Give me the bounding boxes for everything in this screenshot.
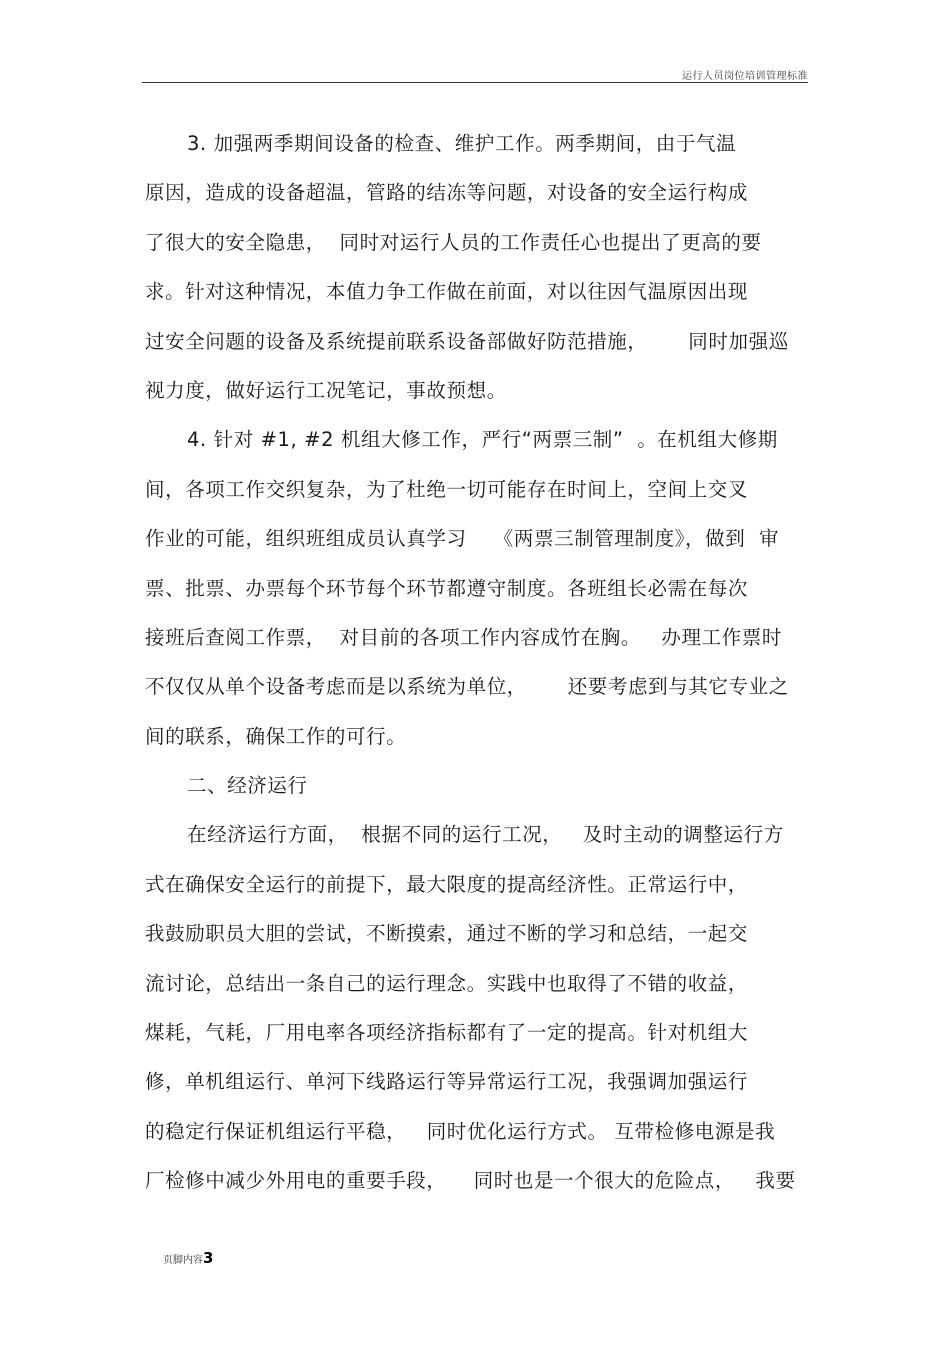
text-line: 我鼓励职员大胆的尝试，不断摸索，通过不断的学习和总结，一起交: [145, 922, 749, 946]
text-line: 不仅仅从单个设备考虑而是以系统为单位， 还要考虑到与其它专业之: [145, 675, 789, 699]
document-body: [145, 126, 810, 1213]
header-rule: [142, 82, 808, 83]
text-line: 厂检修中减少外用电的重要手段， 同时也是一个很大的危险点， 我要: [145, 1169, 796, 1193]
text-line: 的稳定行保证机组运行平稳， 同时优化运行方式。 互带检修电源是我: [145, 1119, 776, 1143]
text-line: 二、经济运行: [187, 774, 308, 798]
running-header: 运行人员岗位培训管理标准: [682, 71, 808, 82]
text-line: 作业的可能，组织班组成员认真学习 《两票三制管理制度》，做到 审: [145, 527, 780, 551]
text-line: 票、批票、办票每个环节每个环节都遵守制度。各班组长必需在每次: [145, 576, 749, 600]
footer-label: 页脚内容: [163, 1255, 203, 1266]
text-line: 煤耗，气耗，厂用电率各项经济指标都有了一定的提高。针对机组大: [145, 1021, 749, 1045]
text-line: 在经济运行方面， 根据不同的运行工况， 及时主动的调整运行方: [187, 823, 784, 847]
text-line: 间，各项工作交织复杂，为了杜绝一切可能存在时间上，空间上交叉: [145, 477, 749, 501]
text-line: 修，单机组运行、单河下线路运行等异常运行工况，我强调加强运行: [145, 1070, 749, 1094]
text-line: 视力度，做好运行工况笔记，事故预想。: [145, 378, 507, 402]
text-line: 4. 针对 #1, #2 机组大修工作，严行“两票三制” 。在机组大修期: [187, 428, 778, 452]
page-number: 3: [203, 1249, 214, 1267]
text-line: 求。针对这种情况，本值力争工作做在前面，对以往因气温原因出现: [145, 280, 749, 304]
text-line: 了很大的安全隐患， 同时对运行人员的工作责任心也提出了更高的要: [145, 230, 762, 254]
text-line: 原因，造成的设备超温，管路的结冻等问题，对设备的安全运行构成: [145, 181, 749, 205]
text-line: 过安全问题的设备及系统提前联系设备部做好防范措施， 同时加强巡: [145, 329, 789, 353]
text-line: 流讨论，总结出一条自己的运行理念。实践中也取得了不错的收益，: [145, 971, 749, 995]
page-footer: [163, 1249, 213, 1267]
text-line: 接班后查阅工作票， 对目前的各项工作内容成竹在胸。 办理工作票时: [145, 625, 782, 649]
text-line: 3. 加强两季期间设备的检查、维护工作。两季期间，由于气温: [187, 132, 737, 155]
text-line: 式在确保安全运行的前提下，最大限度的提高经济性。正常运行中，: [145, 872, 749, 896]
text-line: 间的联系，确保工作的可行。: [145, 724, 407, 748]
